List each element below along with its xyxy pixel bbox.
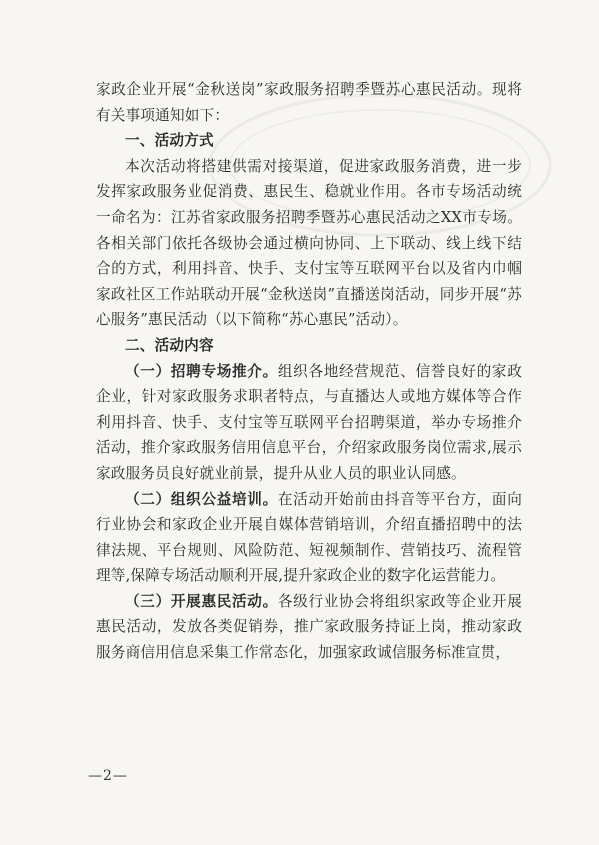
- page-number: —2—: [88, 768, 128, 784]
- content-item-text: 在活动开始前由抖音等平台方，面向行业协会和家政企业开展自媒体营销培训，介绍直播招聘中的法律法规、平台规则、风险防范、短视频制作、营销技巧、流程管理等,保障专场活动顺利开展,提升家政企业的数字化运营能力。: [96, 490, 522, 585]
- content-item-benefit: [96, 589, 522, 666]
- section-heading-activity-content: 二、活动内容: [125, 336, 214, 354]
- content-item-training: [96, 487, 522, 589]
- section-heading-activity-method: 一、活动方式: [125, 132, 214, 150]
- content-item-title: （二）组织公益培训。: [125, 490, 278, 508]
- intro-paragraph: 家政企业开展“金秋送岗”家政服务招聘季暨苏心惠民活动。现将有关事项通知如下：: [96, 81, 522, 124]
- section-paragraph-activity-method: 本次活动将搭建供需对接渠道，促进家政服务消费，进一步发挥家政服务业促消费、惠民生、稳就业作用。各市专场活动统一命名为：江苏省家政服务招聘季暨苏心惠民活动之XX市专场。各相关部门依托各级协会通过横向协同、上下联动、线上线下结合的方式，利用抖音、快手、支付宝等互联网平台以及省内巾帼家政社区工作站联动开展“金秋送岗”直播送岗活动，同步开展“苏心服务”惠民活动（以下简称“苏心惠民”活动）。: [96, 157, 522, 329]
- content-item-title: （一）招聘专场推介。: [125, 362, 278, 380]
- content-item-recruitment: [96, 359, 522, 487]
- document-body: [96, 77, 522, 666]
- content-item-title: （三）开展惠民活动。: [125, 592, 278, 610]
- content-item-text: 各级行业协会将组织家政等企业开展惠民活动，发放各类促销券，推广家政服务持证上岗，推动家政服务商信用信息采集工作常态化，加强家政诚信服务标准宣贯，: [96, 592, 522, 662]
- content-item-text: 组织各地经营规范、信誉良好的家政企业，针对家政服务求职者特点，与直播达人或地方媒体等合作利用抖音、快手、支付宝等互联网平台招聘渠道，举办专场推介活动，推介家政服务信用信息平台，介绍家政服务岗位需求,展示家政服务员良好就业前景，提升从业人员的职业认同感。: [96, 362, 522, 482]
